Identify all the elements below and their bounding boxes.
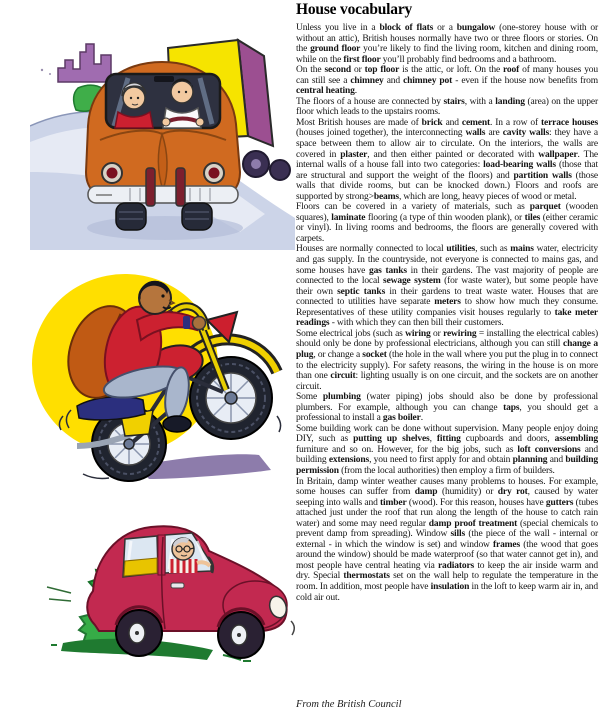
article-body	[296, 23, 598, 603]
paragraph: In Britain, damp winter weather causes many problems to houses. For example, some houses can suffer from damp (humidity) or dry rot, caused by water seeping into walls and timber (wood). For this reason, houses have gutters (tubes attached just under the roof that run along the length of the house to catch rain water) and some may need regular damp proof treatment (special chemicals to prevent damp from spreading). Window sills (the piece of the wall - internal or external - in which the window is set) and window frames (the wood that goes around the window) should be made waterproof (so that water cannot get in), and most people have central heating via radiators to keep the air inside warm and dry. Special thermostats set on the wall help to regulate the temperature in the room. In addition, most people have insulation in the loft to keep warm air in, and cold air out.	[296, 476, 599, 603]
paragraph: Houses are normally connected to local utilities, such as mains water, electricity and gas supply. In the countryside, not everyone is connected to mains gas, and some houses have gas tanks in their gardens. The vast majority of people are connected to the local sewage system (for waste water), but some people have their own septic tanks in their gardens to treat waste water. Houses that are connected to utilities have separate meters to show how much they consume. Representatives of these utility companies visit houses regularly to take meter readings - with which they can then bill their customers.	[296, 244, 599, 329]
article	[296, 1, 598, 603]
seat-back	[124, 558, 157, 576]
door-handle	[171, 583, 184, 588]
paragraph: Floors can be covered in a variety of materials, such as parquet (wooden squares), laminate flooring (a type of thin wooden plank), or tiles (either ceramic or vinyl). In living rooms and bedrooms, the floors are generally covered with carpets.	[296, 202, 598, 244]
paragraph: Some building work can be done without supervision. Many people enjoy doing DIY, such as putting up shelves, fitting cupboards and doors, assembling furniture and so on. However, for the big jobs, such as loft conversions and building extensions, you need to first apply for and obtain planning and building permission (from the local authorities) then employ a firm of builders.	[296, 423, 598, 476]
paragraph: The floors of a house are connected by stairs, with a landing (area) on the upper floor which leads to the upstairs rooms.	[296, 96, 598, 118]
paragraph: Some electrical jobs (such as wiring or rewiring = installing the electrical cables) should only be done by professional electricians, although you can still change a plug, or change a socket (the hole in the wall where you put the plug in to connect to the electricity supply). For safety reasons, the wiring in the house is on more than one circuit: lighting usually is on one circuit, and the sockets are on another circuit.	[296, 328, 598, 392]
rider-hand	[193, 317, 206, 330]
city-skyline	[58, 44, 111, 82]
paragraph: Unless you live in a block of flats or a bungalow (one-storey house with or without an attic), British houses normally have two or three floors or stories. On the ground floor you’re likely to find the living room, kitchen and dining room, while on the first floor you’ll probably find bedrooms and a bathroom.	[296, 23, 599, 65]
motorcycle-illustration	[25, 268, 290, 496]
rider-shoe	[163, 416, 191, 432]
red-car-illustration	[45, 503, 295, 671]
paragraph: Some plumbing (water piping) jobs should also be done by professional plumbers. For example, although you can change taps, you should get a professional to install a gas boiler.	[296, 392, 598, 424]
front-wheel	[190, 357, 272, 439]
paragraph: Most British houses are made of brick and cement. In a row of terrace houses (houses joined together), the interconnecting walls are cavity walls: they have a space between them to allow air to circulate. On the interiors, the walls are covered in plaster, and then either painted or decorated with wallpaper. The internal walls of a house fall into two categories: load-bearing walls (those that are structural and support the weight of the floors) and partition walls (those walls that divide rooms, but can be knocked down.) Floors and roofs are supported by strong>beams, which are long, heavy pieces of wood or metal.	[296, 117, 599, 202]
source-attribution: From the British Council	[296, 699, 402, 710]
orange-car-illustration	[30, 22, 295, 250]
page-title: House vocabulary	[296, 1, 413, 18]
paragraph: On the second or top floor is the attic, or loft. On the roof of many houses you can still see a chimney and chimney pot - even if the house now benefits from central heating.	[296, 65, 598, 97]
